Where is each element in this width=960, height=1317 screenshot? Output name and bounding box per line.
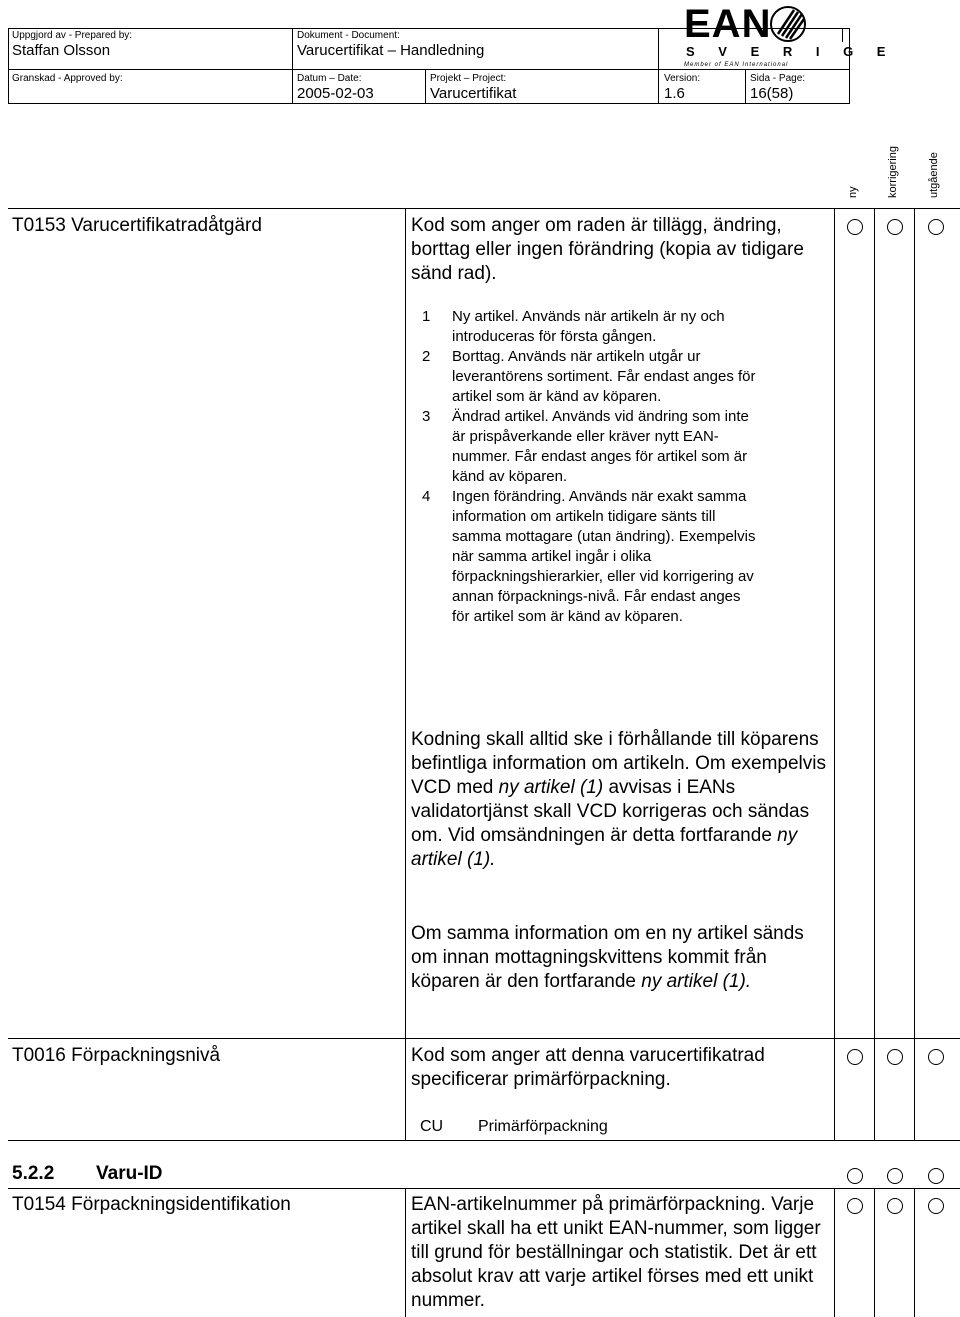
ean-logo: EAN (684, 2, 772, 46)
version-label: Version: (664, 73, 701, 84)
table-divider (834, 208, 835, 1038)
circle-icon (928, 1049, 944, 1065)
project-value: Varucertifikat (430, 85, 517, 102)
table-divider (405, 1188, 406, 1317)
section-title: Varu-ID (96, 1163, 163, 1184)
header-divider (658, 28, 659, 104)
version-value: 1.6 (664, 85, 685, 102)
circle-icon (887, 1168, 903, 1184)
list-item-text: Ändrad artikel. Används vid ändring som inte är prispåverkande eller kräver nytt EAN-nummer. Får endast anges för artikel som är känd av köparen. (452, 408, 749, 485)
table-divider (834, 1188, 835, 1317)
circle-icon (847, 1168, 863, 1184)
code-value: CU (420, 1118, 444, 1135)
header-divider (425, 69, 426, 104)
header-divider (292, 28, 293, 104)
document-value: Varucertifikat – Handledning (297, 42, 485, 59)
document-label: Dokument - Document: (297, 30, 400, 41)
note-paragraph (411, 728, 831, 872)
table-rule (8, 1038, 960, 1039)
table-divider (874, 1038, 875, 1140)
table-divider (834, 1038, 835, 1140)
header-divider (745, 69, 746, 104)
note-emphasis: ny artikel (1) (498, 777, 604, 798)
table-divider (405, 1038, 406, 1140)
row-description: EAN-artikelnummer på primärförpackning. Varje artikel skall ha ett unikt EAN-nummer, som ligger till grund för beställningar och statistik. Det är ett absolut krav att varje artikel förses med ett unikt nummer. (411, 1194, 821, 1311)
note-text: avvisas i EANs validatortjänst skall VCD korrigeras och sändas om. Vid omsändningen är detta fortfarande (411, 777, 810, 846)
circle-icon (847, 1198, 863, 1214)
prepared-label: Uppgjord av - Prepared by: (12, 30, 133, 41)
header-mark (842, 28, 843, 42)
list-item-text: Ny artikel. Används när artikeln är ny och introduceras för första gången. (452, 308, 725, 345)
date-value: 2005-02-03 (297, 85, 374, 102)
table-divider (914, 1038, 915, 1140)
circle-icon (887, 1198, 903, 1214)
header-mid-line (8, 69, 850, 70)
circle-icon (847, 219, 863, 235)
page-value: 16(58) (750, 85, 794, 102)
logo-member: Member of EAN International (684, 62, 789, 68)
code-list (422, 307, 762, 627)
table-rule (8, 208, 960, 209)
circle-icon (887, 1049, 903, 1065)
table-divider (914, 1188, 915, 1317)
section-number: 5.2.2 (12, 1163, 55, 1184)
note-paragraph (411, 922, 831, 994)
row-code: T0016 Förpackningsnivå (12, 1045, 221, 1066)
list-item-number: 1 (422, 308, 431, 325)
table-rule (8, 1140, 960, 1141)
col-header-korrigering: korrigering (887, 146, 899, 198)
list-item-text: Borttag. Används när artikeln utgår ur leverantörens sortiment. Får endast anges för artikel som är känd av köparen. (452, 348, 756, 405)
col-header-utgaende: utgående (928, 152, 940, 198)
prepared-value: Staffan Olsson (12, 42, 111, 59)
list-item (422, 307, 762, 347)
row-description: Kod som anger att denna varucertifikatrad specificerar primärförpackning. (411, 1045, 765, 1090)
logo-barcode-icon (768, 4, 808, 44)
project-label: Projekt – Project: (430, 73, 507, 84)
list-item-text: Ingen förändring. Används när exakt samma information om artikeln tidigare sänts till samma mottagare (utan ändring). Exempelvis när samma artikel ingår i olika förpackningshierarkier, eller vid korrigering av annan förpacknings-nivå. Får endast anges för artikel som är känd av köparen. (452, 488, 756, 625)
code-value-text: Primärförpackning (478, 1118, 608, 1135)
row-code: T0154 Förpackningsidentifikation (12, 1194, 291, 1215)
circle-icon (928, 219, 944, 235)
col-header-ny: ny (847, 186, 859, 198)
table-divider (874, 1188, 875, 1317)
header-top-line (8, 28, 658, 29)
list-item (422, 487, 762, 627)
date-label: Datum – Date: (297, 73, 362, 84)
table-divider (914, 208, 915, 1038)
table-divider (874, 208, 875, 1038)
table-rule (8, 1188, 960, 1189)
logo-sverige: S V E R I G E (686, 44, 896, 59)
note-emphasis: ny artikel (1). (411, 825, 798, 870)
row-code: T0153 Varucertifikatradåtgärd (12, 215, 262, 236)
table-divider (405, 208, 406, 1038)
circle-icon (887, 219, 903, 235)
note-emphasis: ny artikel (1). (641, 971, 752, 992)
list-item-number: 2 (422, 348, 431, 365)
note-text: Kodning skall alltid ske i förhållande till köparens befintliga information om artikeln. Om exempelvis VCD med (411, 729, 827, 798)
list-item-number: 3 (422, 408, 431, 425)
circle-icon (928, 1198, 944, 1214)
list-item-number: 4 (422, 488, 431, 505)
approved-label: Granskad - Approved by: (12, 73, 123, 84)
note-text: Om samma information om en ny artikel sänds om innan mottagningskvittens kommit från köparen är den fortfarande (411, 923, 804, 992)
page-label: Sida - Page: (750, 73, 806, 84)
circle-icon (928, 1168, 944, 1184)
list-item (422, 347, 762, 407)
circle-icon (847, 1049, 863, 1065)
list-item (422, 407, 762, 487)
row-description: Kod som anger om raden är tillägg, ändring, borttag eller ingen förändring (kopia av tidigare sänd rad). (411, 215, 804, 284)
